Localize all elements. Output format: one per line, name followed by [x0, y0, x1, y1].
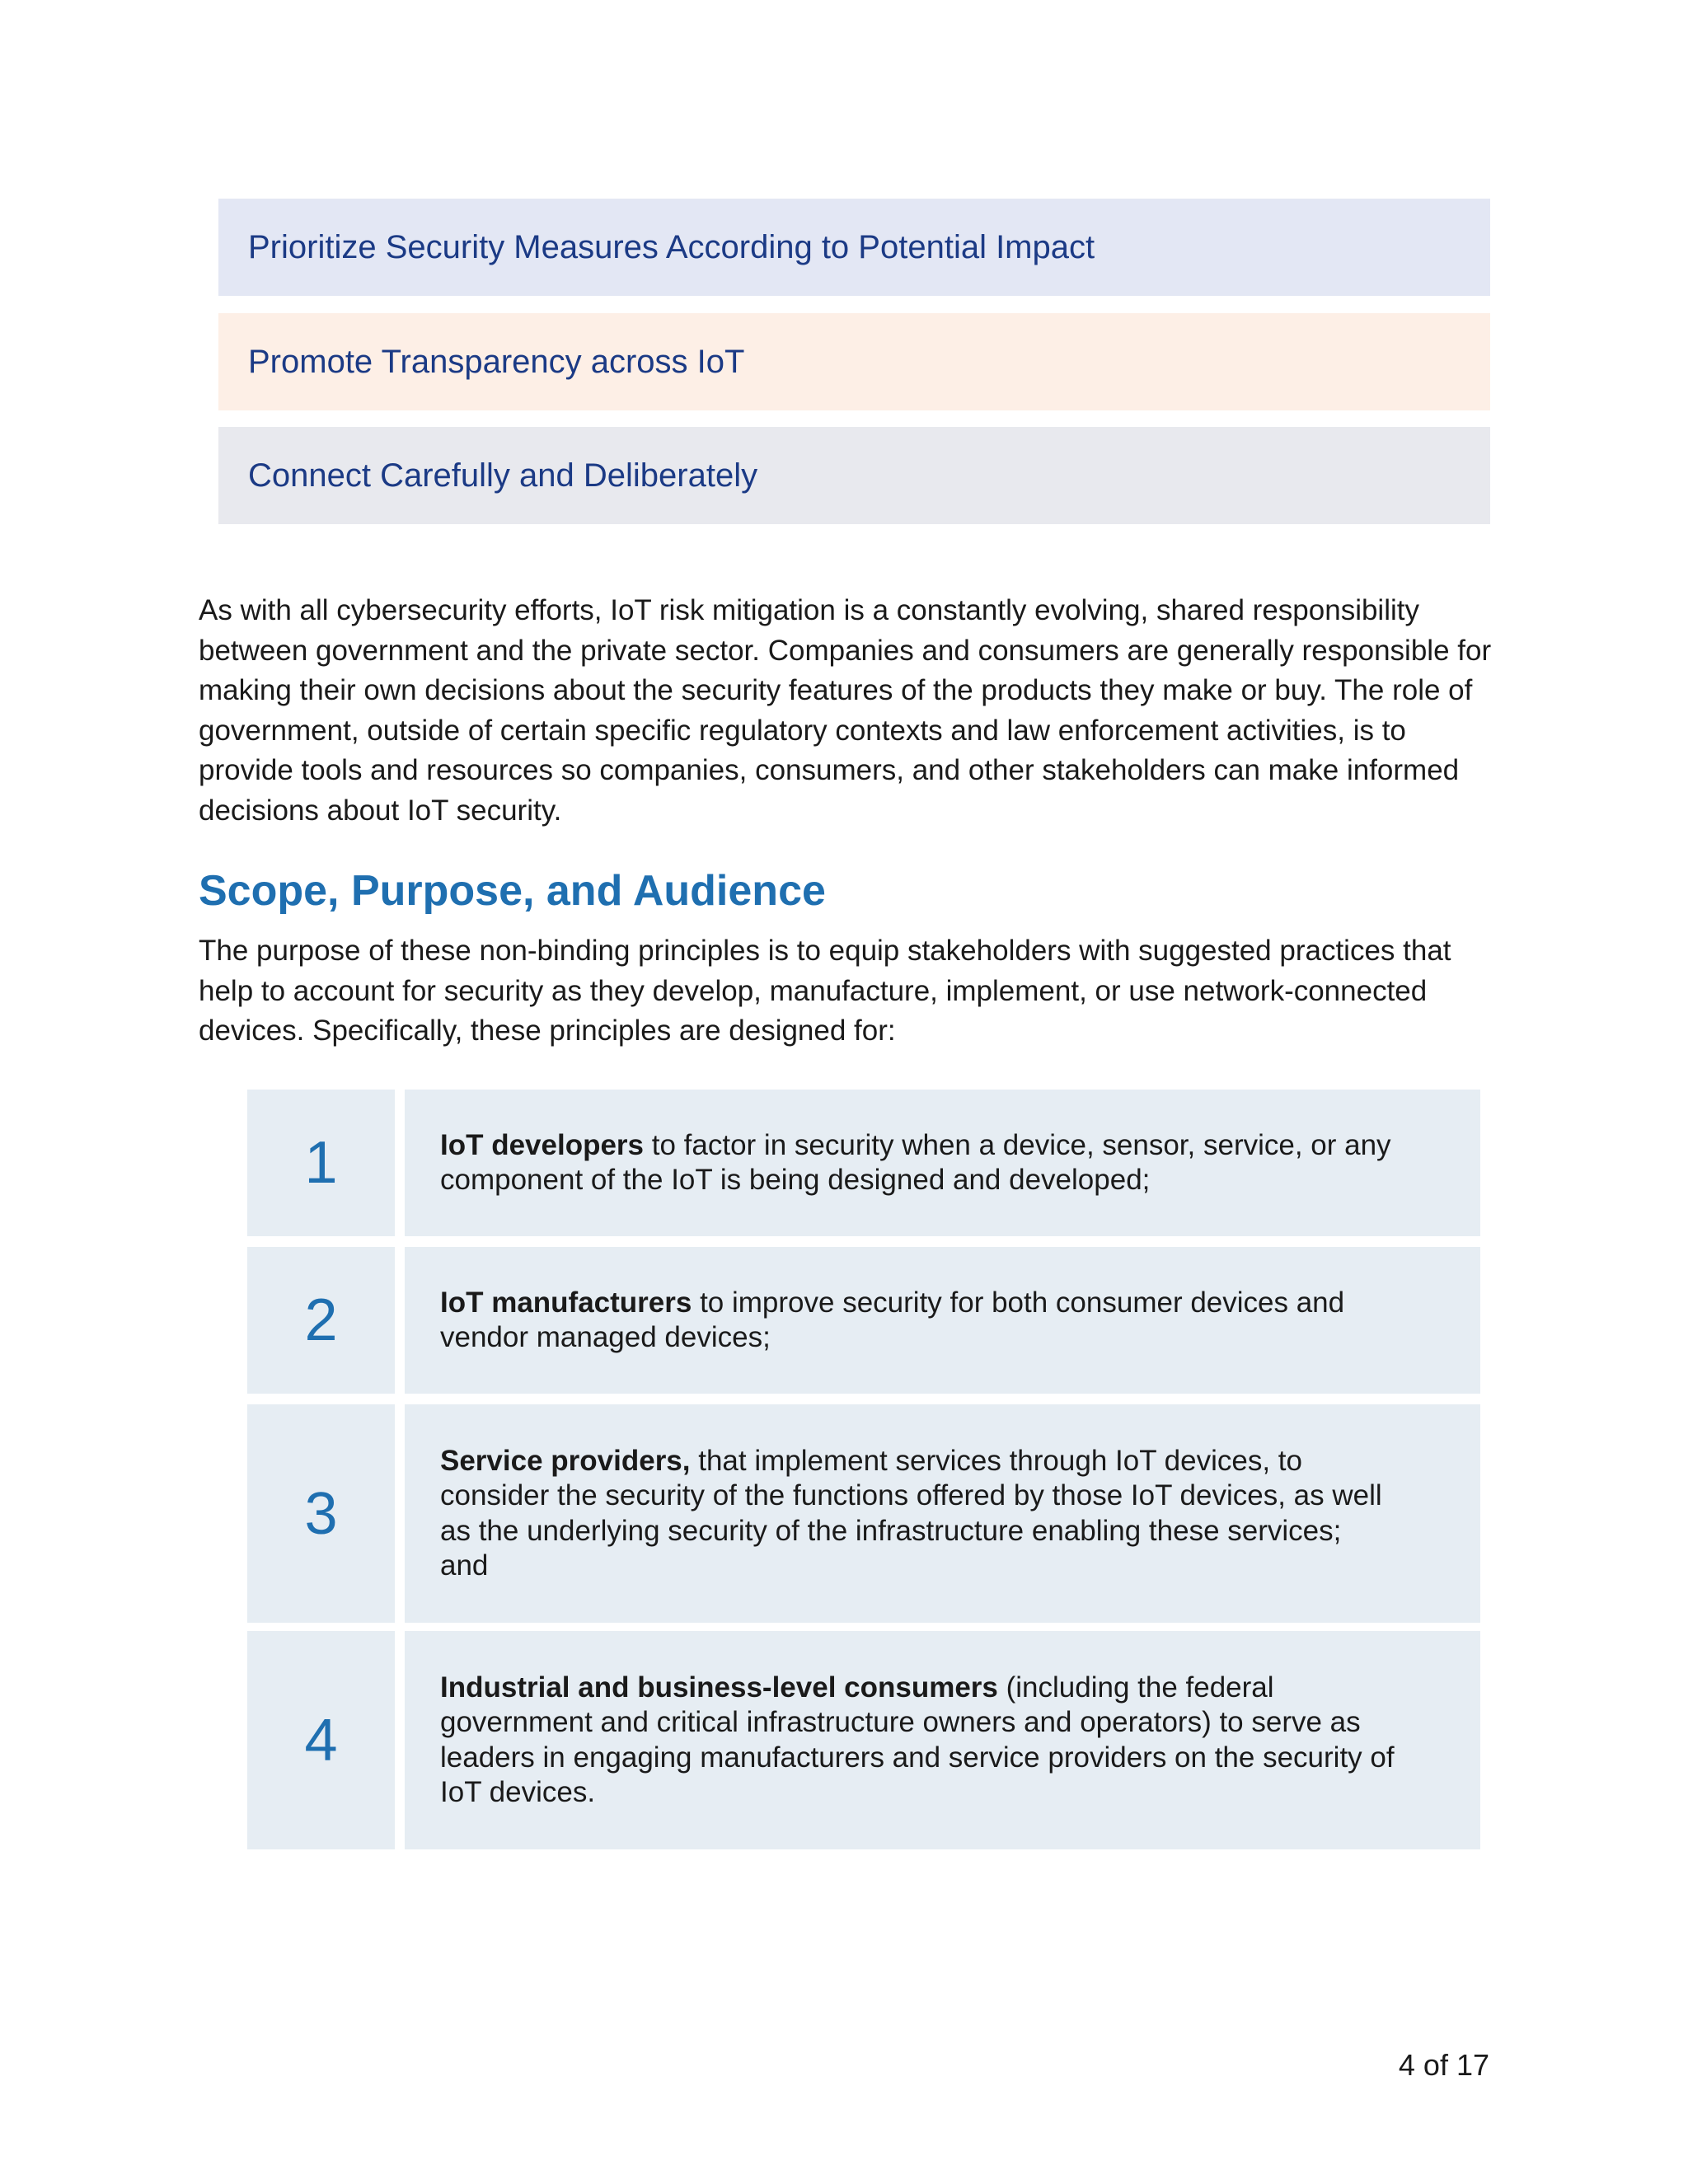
- audience-title: Industrial and business-level consumers: [440, 1671, 998, 1704]
- purpose-paragraph: The purpose of these non-binding principles is to equip stakeholders with suggested practices that help to account for security as they develop, manufacture, implement, or use network-connected devices. Specifically, these principles are designed for:: [199, 935, 1451, 1047]
- audience-description: [405, 1247, 1480, 1394]
- audience-row: [247, 1247, 1480, 1394]
- audience-row: [247, 1404, 1480, 1623]
- audience-number: 4: [247, 1631, 395, 1849]
- section-heading: Scope, Purpose, and Audience: [199, 867, 826, 915]
- audience-line: consider the security of the functions offered by those IoT devices, as well: [440, 1479, 1382, 1511]
- principle-label: Promote Transparency across IoT: [248, 343, 745, 380]
- principle-box-promote-transparency: [218, 313, 1490, 410]
- audience-line: government and critical infrastructure owners and operators) to serve as: [440, 1706, 1361, 1738]
- audience-title: IoT manufacturers: [440, 1286, 692, 1319]
- page-number: 4 of 17: [1398, 2048, 1489, 2082]
- intro-paragraph: As with all cybersecurity efforts, IoT risk mitigation is a constantly evolving, shared responsibility between government and the private sector. Companies and consumers are generally responsible for making their own decisions about the security features of the products they make or buy. The role of government, outside of certain specific regulatory contexts and law enforcement activities, is to provide tools and resources so companies, consumers, and other stakeholders can make informed decisions about IoT security.: [199, 594, 1492, 827]
- audience-line: as the underlying security of the infrastructure enabling these services;: [440, 1514, 1342, 1547]
- principle-box-prioritize-security: [218, 199, 1490, 296]
- audience-number: 1: [247, 1090, 395, 1236]
- audience-line: IoT manufacturers to improve security for both consumer devices and: [440, 1286, 1345, 1319]
- audience-line: and: [440, 1549, 489, 1582]
- audience-title: Service providers,: [440, 1444, 691, 1477]
- audience-line: vendor managed devices;: [440, 1321, 771, 1353]
- audience-line: Industrial and business-level consumers (including the federal: [440, 1671, 1274, 1704]
- audience-line: Service providers, that implement services through IoT devices, to: [440, 1444, 1302, 1477]
- principle-label: Connect Carefully and Deliberately: [248, 457, 758, 494]
- audience-title: IoT developers: [440, 1128, 645, 1161]
- principle-box-connect-carefully: [218, 427, 1490, 524]
- audience-description: [405, 1090, 1480, 1236]
- audience-line: leaders in engaging manufacturers and service providers on the security of: [440, 1741, 1395, 1774]
- audience-row: [247, 1090, 1480, 1236]
- audience-number: 3: [247, 1404, 395, 1623]
- audience-number: 2: [247, 1247, 395, 1394]
- audience-row: [247, 1631, 1480, 1849]
- audience-description: [405, 1404, 1480, 1623]
- audience-line: IoT developers to factor in security when a device, sensor, service, or any: [440, 1128, 1391, 1161]
- audience-line: IoT devices.: [440, 1776, 596, 1808]
- principle-label: Prioritize Security Measures According to Potential Impact: [248, 228, 1095, 265]
- audience-description: [405, 1631, 1480, 1849]
- audience-line: component of the IoT is being designed and developed;: [440, 1164, 1151, 1196]
